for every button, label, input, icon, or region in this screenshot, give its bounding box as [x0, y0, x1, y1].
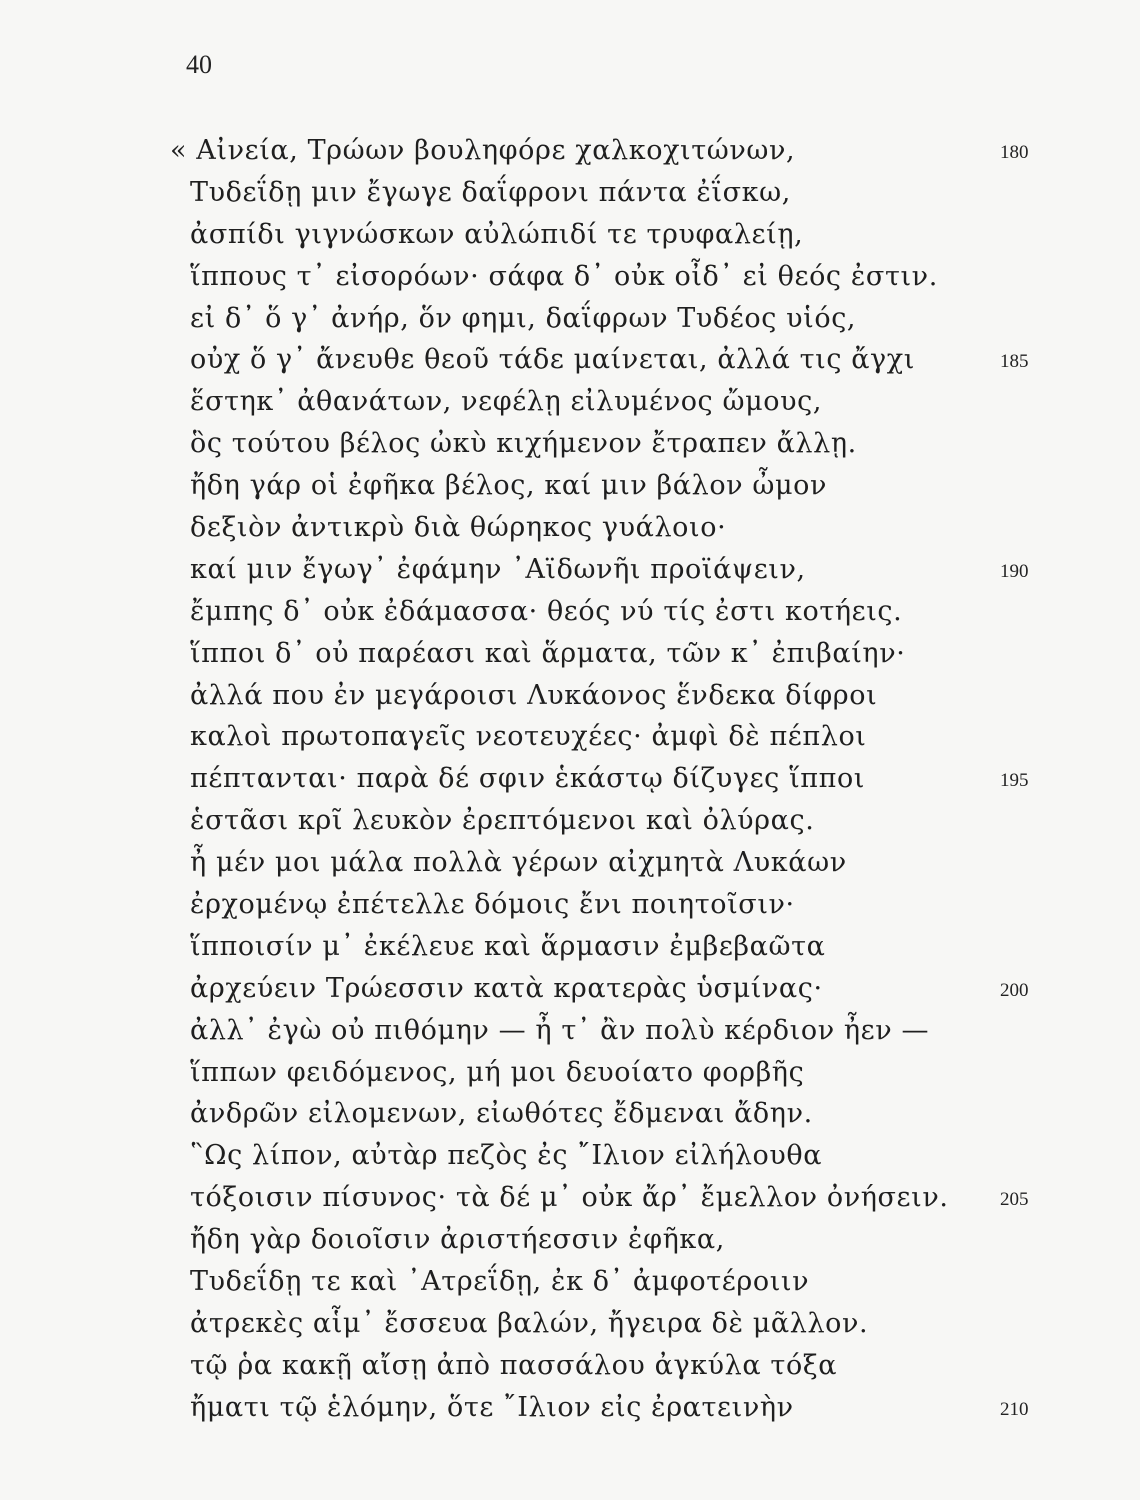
line-number: 190 — [1000, 560, 1029, 582]
verse-text: ἵπποι δ᾽ οὐ παρέασι καὶ ἅρματα, τῶν κ᾽ ἐπιβαίην· — [190, 637, 906, 669]
verse-line — [170, 716, 1130, 758]
verse-line — [170, 1093, 1130, 1135]
verse-text: ἀλλά που ἐν μεγάροισι Λυκάονος ἕνδεκα δίφροι — [190, 679, 878, 711]
line-number: 200 — [1000, 979, 1029, 1001]
verse-text: ἵπποισίν μ᾽ ἐκέλευε καὶ ἅρμασιν ἐμβεβαῶτα — [190, 930, 826, 962]
verse-text: καλοὶ πρωτοπαγεῖς νεοτευχέες· ἀμφὶ δὲ πέπλοι — [190, 721, 867, 753]
verse-text: ἵππων φειδόμενος, μή μοι δευοίατο φορβῆς — [190, 1056, 805, 1088]
verse-text: ἑστᾶσι κρῖ λευκὸν ἐρεπτόμενοι καὶ ὀλύρας. — [190, 805, 815, 837]
verse-text: ῝Ως λίπον, αὐτὰρ πεζὸς ἐς ῎Ιλιον εἰλήλουθα — [190, 1140, 823, 1172]
verse-line — [170, 800, 1130, 842]
verse-line — [170, 1010, 1130, 1052]
verse-text: ἤματι τῷ ἑλόμην, ὅτε ῎Ιλιον εἰς ἐρατεινὴν — [190, 1391, 794, 1423]
verse-text: « Αἰνεία, Τρώων βουληφόρε χαλκοχιτώνων, — [170, 135, 796, 166]
verse-text: ὃς τούτου βέλος ὠκὺ κιχήμενον ἔτραπεν ἄλλῃ. — [190, 428, 857, 460]
verse-text: ἀτρεκὲς αἷμ᾽ ἔσσευα βαλών, ἤγειρα δὲ μᾶλλον. — [190, 1307, 869, 1339]
verse-line — [170, 1052, 1130, 1094]
verse-line — [170, 1261, 1130, 1303]
verse-text: ἀσπίδι γιγνώσκων αὐλώπιδί τε τρυφαλείῃ, — [190, 218, 804, 250]
page-number: 40 — [186, 50, 212, 79]
verse-line — [170, 1387, 1130, 1429]
line-number: 180 — [1000, 142, 1029, 163]
verse-text: Τυδεΐδῃ τε καὶ ᾽Ατρεΐδῃ, ἐκ δ᾽ ἀμφοτέροιιν — [190, 1266, 810, 1298]
verse-text: πέπτανται· παρὰ δέ σφιν ἑκάστῳ δίζυγες ἵπποι — [190, 763, 865, 795]
verse-line — [170, 130, 1130, 172]
verse-line — [170, 926, 1130, 968]
verse-text: ἔμπης δ᾽ οὐκ ἐδάμασσα· θεός νύ τίς ἐστι κοτήεις. — [190, 595, 903, 627]
verse-line — [170, 1345, 1130, 1387]
verse-line — [170, 214, 1130, 256]
line-number: 185 — [1000, 351, 1029, 373]
verse-line — [170, 1219, 1130, 1261]
verse-text: οὐχ ὅ γ᾽ ἄνευθε θεοῦ τάδε μαίνεται, ἀλλά τις ἄγχι — [190, 344, 915, 376]
verse-text: ἤδη γὰρ δοιοῖσιν ἀριστήεσσιν ἐφῆκα, — [190, 1224, 725, 1256]
verse-text: ἤδη γάρ οἱ ἐφῆκα βέλος, καί μιν βάλον ὦμον — [190, 470, 827, 502]
verse-text: καί μιν ἔγωγ᾽ ἐφάμην ᾽Αϊδωνῆι προϊάψειν, — [190, 553, 806, 585]
verse-line — [170, 172, 1130, 214]
verse-line — [170, 633, 1130, 675]
verse-line — [170, 339, 1130, 381]
line-number: 205 — [1000, 1189, 1029, 1211]
verse-line — [170, 758, 1130, 800]
verse-line — [170, 1177, 1130, 1219]
line-number: 210 — [1000, 1398, 1029, 1420]
verse-line — [170, 549, 1130, 591]
verse-text: ἕστηκ᾽ ἀθανάτων, νεφέλῃ εἰλυμένος ὤμους, — [190, 386, 823, 418]
line-number: 195 — [1000, 770, 1029, 792]
verse-line — [170, 1303, 1130, 1345]
verse-text: τόξοισιν πίσυνος· τὰ δέ μ᾽ οὐκ ἄρ᾽ ἔμελλον ὀνήσειν. — [190, 1182, 949, 1214]
verse-line — [170, 298, 1130, 340]
verse-text: ἀλλ᾽ ἐγὼ οὐ πιθόμην — ἦ τ᾽ ἂν πολὺ κέρδιον ἦεν — — [190, 1014, 930, 1046]
verse-block — [170, 130, 1130, 1429]
verse-text: ἐρχομένῳ ἐπέτελλε δόμοις ἔνι ποιητοῖσιν· — [190, 889, 795, 921]
verse-text: ἦ μέν μοι μάλα πολλὰ γέρων αἰχμητὰ Λυκάων — [190, 847, 847, 879]
verse-line — [170, 968, 1130, 1010]
verse-text: τῷ ῥα κακῇ αἴσῃ ἀπὸ πασσάλου ἀγκύλα τόξα — [190, 1349, 838, 1381]
verse-line — [170, 884, 1130, 926]
verse-text: δεξιὸν ἀντικρὺ διὰ θώρηκος γυάλοιο· — [190, 512, 727, 544]
verse-line — [170, 675, 1130, 717]
verse-text: ἀρχεύειν Τρώεσσιν κατὰ κρατερὰς ὑσμίνας· — [190, 972, 823, 1004]
verse-line — [170, 256, 1130, 298]
verse-line — [170, 381, 1130, 423]
verse-line — [170, 1135, 1130, 1177]
verse-text: Τυδεΐδῃ μιν ἔγωγε δαΐφρονι πάντα ἐΐσκω, — [190, 176, 791, 208]
verse-text: ἀνδρῶν εἰλομενων, εἰωθότες ἔδμεναι ἄδην. — [190, 1098, 813, 1130]
verse-line — [170, 423, 1130, 465]
verse-line — [170, 507, 1130, 549]
verse-line — [170, 465, 1130, 507]
verse-line — [170, 591, 1130, 633]
verse-text: εἰ δ᾽ ὅ γ᾽ ἀνήρ, ὅν φημι, δαΐφρων Τυδέος υἱός, — [190, 302, 857, 334]
verse-line — [170, 842, 1130, 884]
verse-text: ἵππους τ᾽ εἰσορόων· σάφα δ᾽ οὐκ οἶδ᾽ εἰ θεός ἐστιν. — [190, 260, 938, 292]
